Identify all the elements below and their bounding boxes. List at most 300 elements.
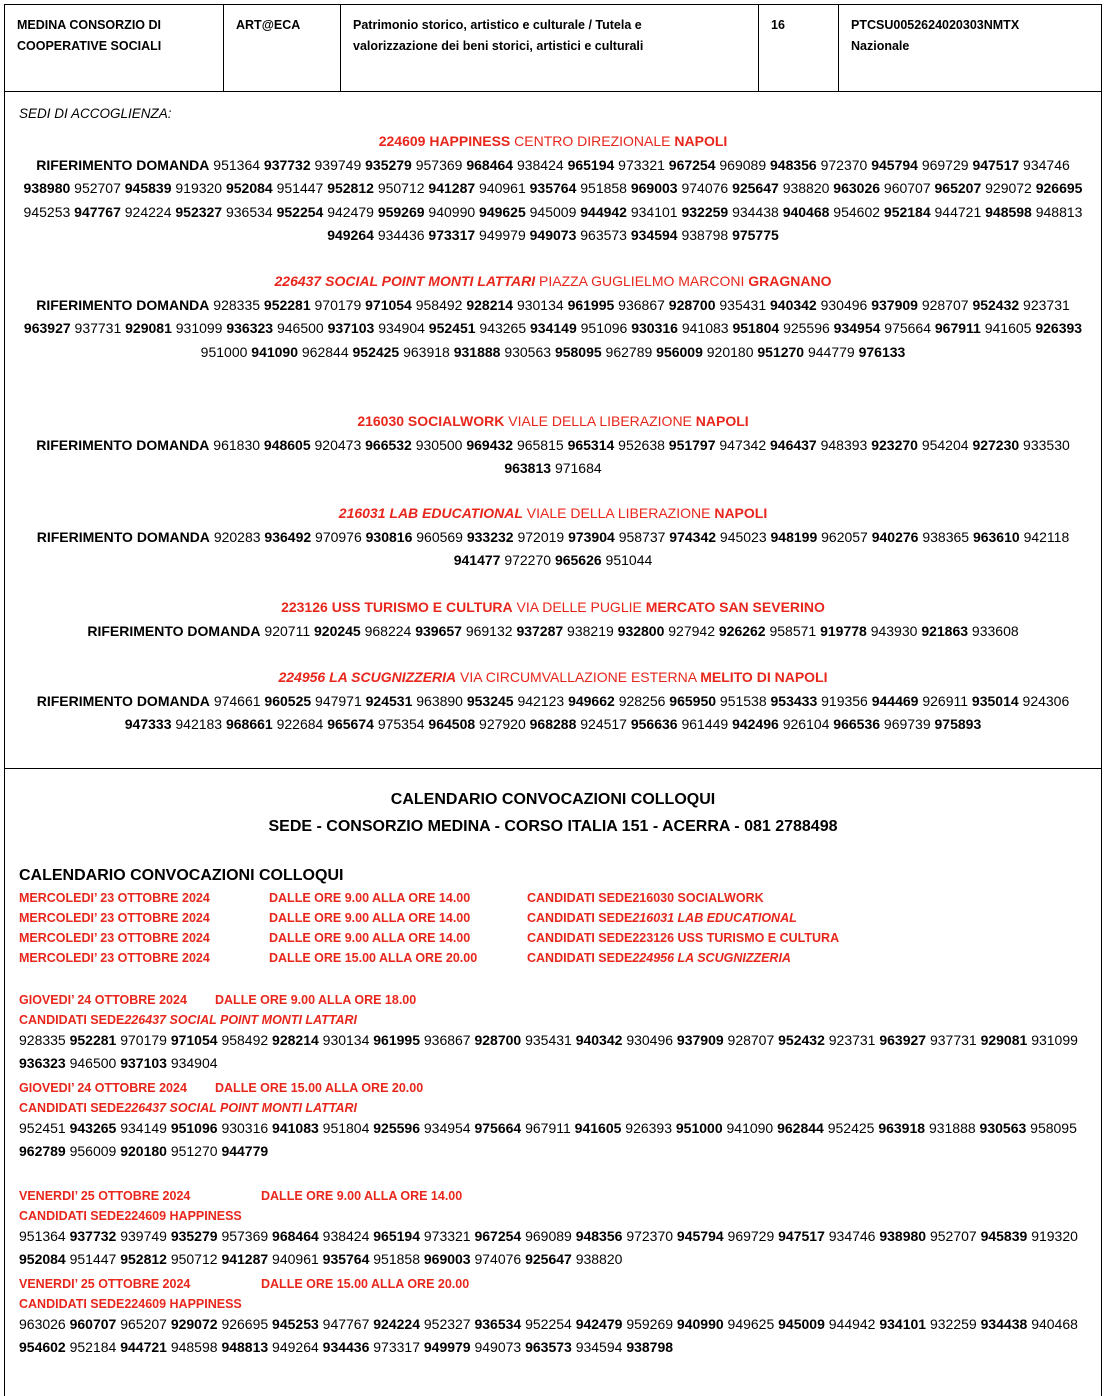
- application-number: 965194: [567, 156, 615, 173]
- application-number: 930563: [979, 1120, 1027, 1136]
- application-number: 926695: [1035, 180, 1083, 196]
- sede-application-list: [19, 526, 1087, 573]
- application-number: 923731: [828, 1032, 876, 1048]
- application-number: 934594: [630, 227, 678, 243]
- schedule-sede: [527, 928, 839, 948]
- application-number: 956009: [656, 343, 703, 360]
- slot-sede: [19, 1206, 242, 1226]
- application-number: 940468: [782, 203, 830, 220]
- application-number: 941083: [681, 320, 729, 336]
- application-number: 934101: [630, 203, 678, 220]
- slot-time: DALLE ORE 15.00 ALLA ORE 20.00: [261, 1277, 470, 1291]
- application-number: 932800: [617, 622, 665, 639]
- slot-date: VENERDI’ 25 OTTOBRE 2024: [19, 1189, 191, 1203]
- application-number: 972270: [504, 552, 552, 568]
- application-number: 941287: [428, 180, 476, 196]
- slot-sede-name: 226437 SOCIAL POINT MONTI LATTARI: [124, 1101, 358, 1115]
- application-number: 968661: [225, 716, 273, 732]
- application-number: 951096: [170, 1120, 218, 1136]
- application-number: 934436: [322, 1339, 370, 1355]
- application-number: 934904: [378, 320, 425, 336]
- application-number: 923731: [1023, 296, 1070, 313]
- application-number: 951858: [373, 1251, 420, 1267]
- application-number: 929072: [170, 1316, 218, 1332]
- application-number: 935279: [170, 1228, 218, 1244]
- application-number: 972370: [626, 1228, 674, 1244]
- sede-application-list: [19, 620, 1087, 644]
- application-number: 952451: [19, 1120, 66, 1136]
- header-sector: [341, 5, 759, 91]
- application-number: 939657: [415, 622, 462, 639]
- reference-label: RIFERIMENTO DOMANDA: [36, 436, 210, 453]
- application-number: 963573: [580, 227, 627, 243]
- schedule-time: DALLE ORE 15.00 ALLA ORE 20.00: [269, 951, 478, 965]
- application-number: 940990: [428, 203, 476, 220]
- application-number: 928335: [19, 1032, 66, 1048]
- schedule-row: [19, 948, 791, 968]
- sede-name: LA SCUGNIZZERIA: [329, 669, 457, 685]
- application-number: 928707: [921, 296, 969, 313]
- header-organization-line2: COOPERATIVE SOCIALI: [17, 39, 162, 53]
- application-number: 971054: [365, 296, 412, 313]
- application-number: 933608: [971, 622, 1019, 639]
- application-number: 949625: [727, 1316, 775, 1332]
- application-number: 970976: [315, 528, 362, 545]
- application-number: 966536: [833, 716, 881, 732]
- application-number: 948813: [1035, 203, 1083, 220]
- application-number: 945794: [871, 156, 918, 173]
- application-number: 930316: [631, 320, 678, 336]
- application-number: 937103: [327, 320, 375, 336]
- application-number: 952432: [972, 296, 1020, 313]
- application-number: 935431: [719, 296, 767, 313]
- application-number: 924306: [1022, 692, 1070, 709]
- reference-label: RIFERIMENTO DOMANDA: [36, 156, 210, 173]
- application-number: 943265: [479, 320, 527, 336]
- application-number: 956009: [69, 1143, 117, 1159]
- application-number: 972019: [517, 528, 565, 545]
- application-number: 960707: [883, 180, 931, 196]
- sede-city: NAPOLI: [714, 505, 768, 521]
- slot-sede-name: 226437 SOCIAL POINT MONTI LATTARI: [124, 1013, 358, 1027]
- schedule-time: DALLE ORE 9.00 ALLA ORE 14.00: [269, 891, 471, 905]
- application-number: 934438: [732, 203, 779, 220]
- application-number: 944721: [934, 203, 982, 220]
- application-number: 945023: [719, 528, 767, 545]
- application-number: 948199: [770, 528, 818, 545]
- application-number: 965626: [554, 552, 602, 568]
- application-number: 949073: [529, 227, 577, 243]
- application-number: 952451: [428, 320, 476, 336]
- schedule-sede-name: 224956 LA SCUGNIZZERIA: [632, 951, 791, 965]
- application-number: 948605: [263, 436, 311, 453]
- sede-block: [19, 502, 1087, 573]
- application-number: 941083: [272, 1120, 319, 1136]
- application-number: 928335: [213, 296, 261, 313]
- sede-title: [19, 596, 1087, 620]
- application-number: 948598: [170, 1339, 218, 1355]
- application-number: 934746: [1023, 156, 1070, 173]
- application-number: 928256: [618, 692, 666, 709]
- application-number: 952254: [276, 203, 324, 220]
- sede-address: VIA DELLE PUGLIE: [516, 599, 642, 615]
- application-number: 974076: [474, 1251, 522, 1267]
- application-number: 944721: [120, 1339, 167, 1355]
- application-number: 932259: [681, 203, 729, 220]
- application-number: 936867: [618, 296, 665, 313]
- application-number: 934746: [828, 1228, 876, 1244]
- application-number: 949979: [423, 1339, 471, 1355]
- application-number: 970179: [120, 1032, 167, 1048]
- application-number: 951804: [322, 1120, 370, 1136]
- schedule-date: MERCOLEDI’ 23 OTTOBRE 2024: [19, 911, 210, 925]
- slot-datetime: [19, 1078, 423, 1098]
- application-number: 924224: [373, 1316, 420, 1332]
- application-number: 950712: [170, 1251, 218, 1267]
- application-number: 947342: [719, 436, 767, 453]
- schedule-sede: [527, 948, 791, 968]
- application-number: 974076: [681, 180, 729, 196]
- application-number: 952184: [883, 203, 931, 220]
- application-number: 954602: [19, 1339, 66, 1355]
- application-number: 951364: [213, 156, 261, 173]
- application-number: 973317: [373, 1339, 420, 1355]
- application-number: 938980: [23, 180, 71, 196]
- sede-application-list: [19, 690, 1087, 737]
- application-number: 938365: [922, 528, 970, 545]
- slot-sede-name: 224609 HAPPINESS: [124, 1297, 242, 1311]
- application-number: 948356: [770, 156, 817, 173]
- application-number: 938820: [782, 180, 830, 196]
- application-number: 931888: [928, 1120, 976, 1136]
- application-number: 952638: [618, 436, 665, 453]
- slot-time: DALLE ORE 9.00 ALLA ORE 18.00: [215, 993, 417, 1007]
- application-number: 930134: [516, 296, 564, 313]
- application-number: 952084: [19, 1251, 66, 1267]
- application-number: 951447: [276, 180, 324, 196]
- application-number: 963026: [833, 180, 881, 196]
- application-number: 935431: [525, 1032, 572, 1048]
- sede-city: NAPOLI: [695, 413, 749, 429]
- application-number: 925596: [783, 320, 830, 336]
- slot-candidate-list: [19, 1029, 1081, 1075]
- application-number: 941605: [574, 1120, 622, 1136]
- application-number: 958737: [618, 528, 666, 545]
- application-number: 967254: [474, 1228, 522, 1244]
- application-number: 962057: [821, 528, 868, 545]
- application-number: 939749: [120, 1228, 167, 1244]
- application-number: 973321: [423, 1228, 471, 1244]
- application-number: 963927: [23, 320, 71, 336]
- sede-title: [19, 130, 1087, 154]
- application-number: 974661: [213, 692, 261, 709]
- application-number: 952327: [423, 1316, 471, 1332]
- application-number: 952432: [778, 1032, 825, 1048]
- application-number: 920245: [314, 622, 361, 639]
- sede-code: 226437: [274, 273, 322, 289]
- sede-code: 216031: [338, 505, 386, 521]
- application-number: 951000: [200, 343, 248, 360]
- sede-code: 223126: [281, 599, 328, 615]
- application-number: 969729: [727, 1228, 775, 1244]
- application-number: 952812: [327, 180, 374, 196]
- application-number: 963918: [878, 1120, 926, 1136]
- header-sector-line1: Patrimonio storico, artistico e culturale / Tutela e: [353, 18, 642, 32]
- application-number: 968224: [364, 622, 412, 639]
- slot-candidate-list: [19, 1313, 1081, 1359]
- application-number: 962789: [605, 343, 653, 360]
- application-number: 938980: [879, 1228, 927, 1244]
- slot-date: GIOVEDI’ 24 OTTOBRE 2024: [19, 1081, 187, 1095]
- application-number: 937909: [676, 1032, 724, 1048]
- main-content: [4, 92, 1102, 1396]
- header-program: [224, 5, 341, 91]
- application-number: 934904: [170, 1055, 218, 1071]
- application-number: 969739: [883, 716, 931, 732]
- application-number: 962789: [19, 1143, 66, 1159]
- application-number: 931888: [453, 343, 501, 360]
- application-number: 942118: [1023, 528, 1070, 545]
- application-number: 969729: [921, 156, 969, 173]
- application-number: 934594: [575, 1339, 623, 1355]
- application-number: 952254: [525, 1316, 572, 1332]
- application-number: 942123: [517, 692, 565, 709]
- application-number: 951447: [69, 1251, 117, 1267]
- application-number: 960707: [69, 1316, 117, 1332]
- application-number: 951538: [719, 692, 767, 709]
- application-number: 960569: [416, 528, 463, 545]
- application-number: 940961: [479, 180, 526, 196]
- slot-sede-name: 224609 HAPPINESS: [124, 1209, 242, 1223]
- application-number: 965207: [934, 180, 982, 196]
- application-number: 935764: [529, 180, 577, 196]
- sede-address: PIAZZA GUGLIELMO MARCONI: [539, 273, 745, 289]
- application-number: 950712: [377, 180, 425, 196]
- schedule-sede: [527, 908, 797, 928]
- application-number: 964508: [428, 716, 476, 732]
- application-number: 952084: [225, 180, 273, 196]
- slot-sede-prefix: CANDIDATI SEDE: [19, 1209, 125, 1223]
- application-number: 937909: [871, 296, 918, 313]
- application-number: 969089: [525, 1228, 572, 1244]
- application-number: 941477: [453, 552, 501, 568]
- sede-code-name: [281, 599, 513, 615]
- application-number: 935764: [322, 1251, 370, 1267]
- application-number: 944942: [828, 1316, 876, 1332]
- application-number: 940990: [676, 1316, 724, 1332]
- sede-name: LAB EDUCATIONAL: [389, 505, 523, 521]
- application-number: 945009: [778, 1316, 825, 1332]
- application-number: 934954: [833, 320, 881, 336]
- application-number: 931099: [175, 320, 223, 336]
- application-number: 926104: [782, 716, 830, 732]
- sede-block: [19, 410, 1087, 481]
- application-number: 941090: [726, 1120, 774, 1136]
- application-number: 949264: [327, 227, 374, 243]
- application-number: 938798: [681, 227, 729, 243]
- application-number: 949073: [474, 1339, 522, 1355]
- application-number: 935014: [971, 692, 1019, 709]
- sede-city: MERCATO SAN SEVERINO: [645, 599, 825, 615]
- application-number: 934101: [879, 1316, 927, 1332]
- application-number: 940961: [272, 1251, 319, 1267]
- schedule-row: [19, 888, 764, 908]
- application-number: 951364: [19, 1228, 66, 1244]
- application-number: 969132: [465, 622, 513, 639]
- sede-name: HAPPINESS: [429, 133, 511, 149]
- sede-code: 224956: [278, 669, 326, 685]
- sede-title: [19, 270, 1087, 294]
- application-number: 965194: [373, 1228, 420, 1244]
- sede-city: NAPOLI: [674, 133, 728, 149]
- application-number: 927920: [479, 716, 526, 732]
- application-number: 924517: [580, 716, 627, 732]
- application-number: 957369: [415, 156, 463, 173]
- application-number: 947517: [778, 1228, 825, 1244]
- application-number: 938798: [626, 1339, 674, 1355]
- application-number: 932259: [929, 1316, 977, 1332]
- slot-date: GIOVEDI’ 24 OTTOBRE 2024: [19, 993, 187, 1007]
- application-number: 947517: [972, 156, 1020, 173]
- application-number: 930496: [820, 296, 868, 313]
- sede-block: [19, 596, 1087, 643]
- application-number: 967911: [934, 320, 981, 336]
- sede-application-list: [19, 434, 1087, 481]
- application-number: 934149: [120, 1120, 167, 1136]
- application-number: 919356: [821, 692, 868, 709]
- application-number: 974342: [669, 528, 717, 545]
- application-number: 922684: [276, 716, 324, 732]
- slot-time: DALLE ORE 9.00 ALLA ORE 14.00: [261, 1189, 463, 1203]
- application-number: 951044: [605, 552, 653, 568]
- schedule-time: DALLE ORE 9.00 ALLA ORE 14.00: [269, 911, 471, 925]
- application-number: 965815: [516, 436, 564, 453]
- application-number: 938219: [567, 622, 614, 639]
- schedule-date: MERCOLEDI’ 23 OTTOBRE 2024: [19, 891, 210, 905]
- application-number: 975664: [884, 320, 931, 336]
- application-number: 945253: [272, 1316, 319, 1332]
- application-number: 954204: [921, 436, 969, 453]
- slot-datetime: [19, 990, 416, 1010]
- application-number: 928700: [474, 1032, 522, 1048]
- application-number: 933232: [466, 528, 514, 545]
- application-number: 971684: [554, 460, 602, 476]
- application-number: 943930: [870, 622, 918, 639]
- sede-title: [19, 502, 1087, 526]
- application-number: 928700: [668, 296, 716, 313]
- application-number: 941287: [221, 1251, 269, 1267]
- application-number: 945009: [529, 203, 577, 220]
- application-number: 944779: [807, 343, 855, 360]
- application-number: 958492: [221, 1032, 269, 1048]
- slot-sede-prefix: CANDIDATI SEDE: [19, 1013, 125, 1027]
- slot-datetime: [19, 1186, 462, 1206]
- application-number: 936492: [264, 528, 312, 545]
- sede-block: [19, 130, 1087, 248]
- slot-date: VENERDI’ 25 OTTOBRE 2024: [19, 1277, 191, 1291]
- application-number: 928214: [272, 1032, 319, 1048]
- sede-code-name: [379, 133, 511, 149]
- application-number: 920711: [264, 622, 311, 639]
- sede-name: USS TURISMO E CULTURA: [331, 599, 513, 615]
- slot-datetime: [19, 1274, 469, 1294]
- schedule-sede-prefix: CANDIDATI SEDE: [527, 891, 633, 905]
- sedi-label: SEDI DI ACCOGLIENZA:: [19, 106, 172, 121]
- application-number: 965674: [327, 716, 374, 732]
- application-number: 937732: [69, 1228, 117, 1244]
- application-number: 973321: [618, 156, 665, 173]
- application-number: 952281: [263, 296, 311, 313]
- application-number: 925647: [732, 180, 779, 196]
- slot-time: DALLE ORE 15.00 ALLA ORE 20.00: [215, 1081, 424, 1095]
- sede-city: MELITO DI NAPOLI: [700, 669, 828, 685]
- application-number: 958095: [554, 343, 602, 360]
- application-number: 941605: [984, 320, 1032, 336]
- application-number: 947971: [315, 692, 362, 709]
- application-number: 925596: [373, 1120, 420, 1136]
- schedule-row: [19, 908, 797, 928]
- application-number: 940276: [871, 528, 919, 545]
- application-number: 963610: [972, 528, 1020, 545]
- reference-label: RIFERIMENTO DOMANDA: [36, 692, 210, 709]
- application-number: 952281: [69, 1032, 117, 1048]
- schedule-sede-prefix: CANDIDATI SEDE: [527, 951, 633, 965]
- application-number: 952184: [69, 1339, 117, 1355]
- application-number: 935279: [365, 156, 412, 173]
- application-number: 944942: [580, 203, 627, 220]
- application-number: 956636: [630, 716, 678, 732]
- application-number: 969432: [466, 436, 514, 453]
- application-number: 937731: [929, 1032, 977, 1048]
- application-number: 961995: [567, 296, 615, 313]
- application-number: 975354: [377, 716, 425, 732]
- application-number: 962844: [301, 343, 349, 360]
- sede-block: [19, 270, 1087, 364]
- application-number: 936534: [474, 1316, 522, 1332]
- application-number: 948813: [221, 1339, 269, 1355]
- application-number: 945794: [676, 1228, 724, 1244]
- application-number: 965950: [669, 692, 717, 709]
- application-number: 969003: [423, 1251, 471, 1267]
- application-number: 965207: [120, 1316, 167, 1332]
- application-number: 952425: [352, 343, 400, 360]
- application-number: 926695: [221, 1316, 269, 1332]
- application-number: 949662: [568, 692, 615, 709]
- application-number: 952707: [929, 1228, 977, 1244]
- sede-code-name: [279, 669, 457, 685]
- sede-application-list: [19, 294, 1087, 365]
- header-code-value: PTCSU0052624020303NMTX: [851, 18, 1020, 32]
- application-number: 930563: [504, 343, 552, 360]
- sede-code: 216030: [357, 413, 405, 429]
- header-count: [759, 5, 839, 91]
- calendar-heading: CALENDARIO CONVOCAZIONI COLLOQUI: [390, 791, 716, 808]
- application-number: 949625: [479, 203, 526, 220]
- application-number: 975664: [474, 1120, 522, 1136]
- application-number: 967254: [668, 156, 716, 173]
- schedule-date: MERCOLEDI’ 23 OTTOBRE 2024: [19, 951, 210, 965]
- application-number: 945839: [124, 180, 172, 196]
- application-number: 936323: [19, 1055, 66, 1071]
- sede-city: GRAGNANO: [748, 273, 832, 289]
- application-number: 920283: [213, 528, 261, 545]
- application-number: 942479: [575, 1316, 623, 1332]
- application-number: 942496: [732, 716, 779, 732]
- application-number: 947333: [124, 716, 172, 732]
- application-number: 961830: [213, 436, 261, 453]
- sede-block: [19, 666, 1087, 737]
- application-number: 963026: [19, 1316, 66, 1332]
